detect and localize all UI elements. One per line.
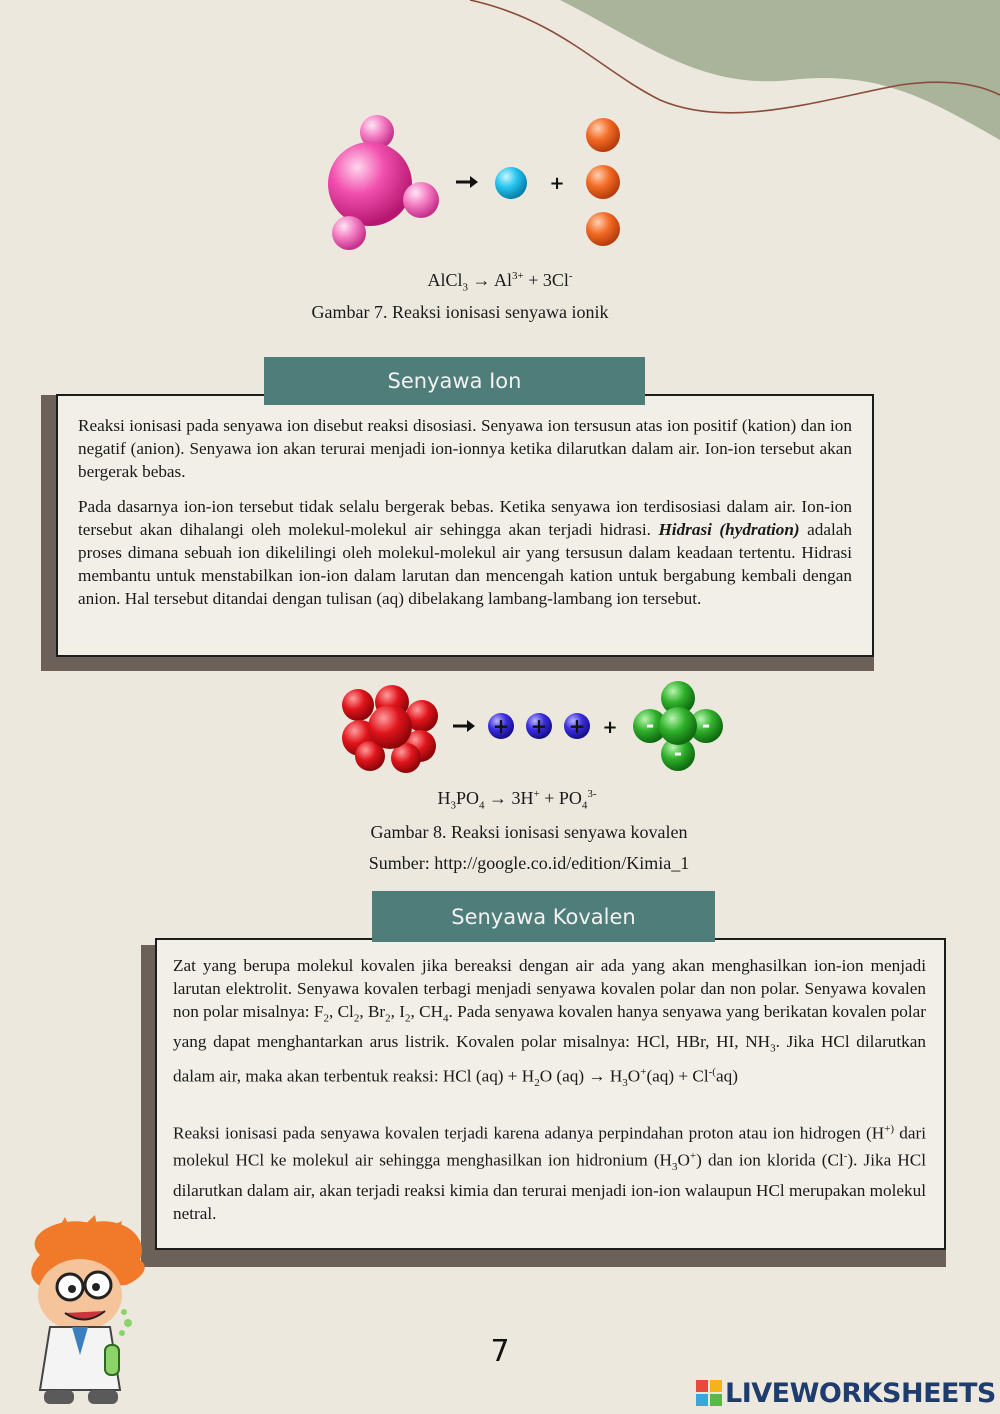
page-number: 7 [490,1334,510,1369]
figure7-equation: AlCl$_3$ → $Al^{3+} + 3Cl^-$ [427,270,573,294]
kovalen-header: Senyawa Kovalen [372,891,715,942]
al-ion [495,167,527,199]
diagram-plus: + [549,173,565,194]
h-ions [488,713,590,739]
figure8-source: Sumber: http://google.co.id/edition/Kimia_1 [368,853,690,873]
svg-text:-: - [645,713,655,737]
po4-ion [633,681,723,771]
h3po4-molecule [342,685,438,773]
reaction-arrow-2 [453,720,475,732]
svg-text:+: + [568,714,586,738]
kovalen-paragraph-2: Reaksi ionisasi pada senyawa kovalen terjadi karena adanya perpindahan proton atau ion hidrogen (H+) dari molekul HCl ke molekul air sehingga menghasilkan ion hidronium $(H_3O^+)$ dan ion klorida (Cl-). Jika HCl dilarutkan dalam air, akan terjadi reaksi kimia dan terurai menjadi ion-ion walaupun HCl merupakan molekul netral. [173,1123,927,1223]
ion-header: Senyawa Ion [264,357,645,405]
brand-text: LIVEWORKSHEETS [725,1377,996,1409]
svg-text:+: + [492,714,510,738]
diagram-plus-2: + [602,717,618,738]
ion-text-box [56,394,874,657]
liveworksheets-brand [696,1376,996,1410]
svg-text:+: + [530,714,548,738]
figure7-diagram [320,108,640,258]
figure8-caption: Gambar 8. Reaksi ionisasi senyawa kovalen [370,822,688,842]
cl-ions [586,118,620,246]
scientist-illustration [10,1215,160,1410]
alcl3-molecule [328,115,439,250]
figure7-caption: Gambar 7. Reaksi ionisasi senyawa ionik [311,302,609,322]
svg-text:-: - [673,741,683,765]
brand-logo-icon [696,1380,722,1406]
kovalen-paragraph-1: Zat yang berupa molekul kovalen jika bereaksi dengan air ada yang akan menghasilkan ion-ion menjadi larutan elektrolit. Senyawa kovalen terbagi menjadi senyawa kovalen polar dan non polar. Senyawa kovalen non polar misalnya: $F_2$, $Cl_2$, $Br_2$, $I_2$, $CH_4$. Pada senyawa kovalen hanya senyawa yang berikatan kovalen polar yang dapat menghantarkan arus listrik. Kovalen polar misalnya: HCl, HBr, HI, $NH_3$. Jika HCl dilarutkan dalam air, maka akan terbentuk reaksi: HCl $(aq) + H_2O$ $(aq) \to H_3O^+(aq) + Cl^{-(}aq$) [173,956,927,1090]
ion-paragraph-1: Reaksi ionisasi pada senyawa ion disebut reaksi disosiasi. Senyawa ion tersusun atas ion positif (kation) dan ion negatif (anion). Senyawa ion akan terurai menjadi ion-ionnya ketika dilarutkan dalam air. Ion-ion tersebut akan bergerak bebas. [78,416,852,481]
figure8-diagram [338,680,738,775]
figure8-equation: $H_3PO_4 \to 3H^+ + PO_4^{3-}$ [437,788,597,812]
hidrasi-term: Hidrasi (hydration) [658,520,800,539]
reaction-arrow [456,176,478,188]
svg-text:-: - [701,713,711,737]
ion-paragraph-2: Pada dasarnya ion-ion tersebut tidak selalu bergerak bebas. Ketika senyawa ion terdisosiasi dalam air. Ion-ion tersebut akan dihalangi oleh molekul-molekul air sehingga akan terjadi hidrasi. Hidrasi (hydration) adalah proses dimana sebuah ion dikelilingi oleh molekul-molekul air yang tersusun dalam keadaan tertentu. Hidrasi membantu untuk menstabilkan ion-ion dalam larutan dan mencengah kation untuk bergabung kembali dengan anion. Hal tersebut ditandai dengan tulisan (aq) dibelakang lambang-lambang ion tersebut. [78,497,852,608]
kovalen-text-box [155,938,946,1250]
